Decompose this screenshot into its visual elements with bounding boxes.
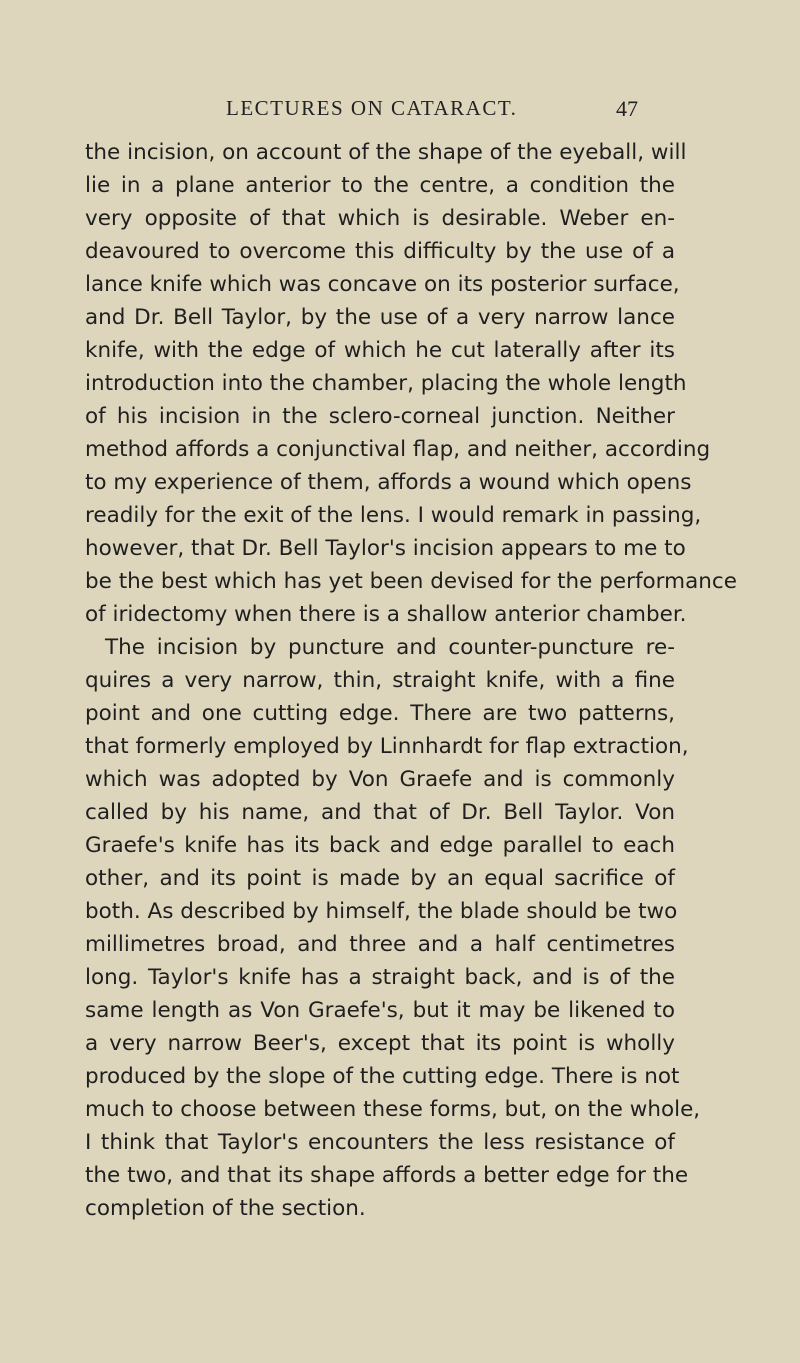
text-line: a very narrow Beer's, except that its point is wholly — [85, 1031, 675, 1056]
text-line: introduction into the chamber, placing the whole length — [85, 371, 687, 396]
text-line: and Dr. Bell Taylor, by the use of a very narrow lance — [85, 305, 675, 330]
text-line: of his incision in the sclero-corneal junction. Neither — [85, 404, 675, 429]
text-line: knife, with the edge of which he cut laterally after its — [85, 338, 675, 363]
text-line: however, that Dr. Bell Taylor's incision appears to me to — [85, 536, 686, 561]
text-line: completion of the section. — [85, 1196, 366, 1221]
text-line: the two, and that its shape affords a better edge for the — [85, 1163, 689, 1188]
text-line: I think that Taylor's encounters the less resistance of — [85, 1130, 675, 1155]
text-line: other, and its point is made by an equal sacrifice of — [85, 866, 675, 891]
text-line: to my experience of them, affords a wound which opens — [85, 470, 692, 495]
text-line: much to choose between these forms, but, on the whole, — [85, 1097, 701, 1122]
text-line: deavoured to overcome this difficulty by the use of a — [85, 239, 675, 264]
text-line: that formerly employed by Linnhardt for flap extraction, — [85, 734, 689, 759]
text-line: readily for the exit of the lens. I would remark in passing, — [85, 503, 702, 528]
text-line: be the best which has yet been devised for the performance — [85, 569, 737, 594]
text-line: long. Taylor's knife has a straight back, and is of the — [85, 965, 675, 990]
text-line: quires a very narrow, thin, straight knife, with a fine — [85, 668, 675, 693]
text-line: method affords a conjunctival flap, and neither, according — [85, 437, 711, 462]
text-line: same length as Von Graefe's, but it may be likened to — [85, 998, 675, 1023]
running-title: LECTURES ON CATARACT. — [226, 96, 518, 120]
text-line: of iridectomy when there is a shallow anterior chamber. — [85, 602, 687, 627]
text-line: lie in a plane anterior to the centre, a condition the — [85, 173, 675, 198]
text-line: very opposite of that which is desirable. Weber en- — [85, 206, 675, 231]
text-line: called by his name, and that of Dr. Bell Taylor. Von — [85, 800, 675, 825]
page-header — [0, 96, 800, 132]
text-line: Graefe's knife has its back and edge parallel to each — [85, 833, 675, 858]
text-line: produced by the slope of the cutting edge. There is not — [85, 1064, 680, 1089]
text-line: millimetres broad, and three and a half centimetres — [85, 932, 675, 957]
body-text — [85, 136, 737, 1225]
paragraph-start-line: The incision by puncture and counter-puncture re- — [105, 635, 675, 660]
text-line: lance knife which was concave on its posterior surface, — [85, 272, 680, 297]
text-line: which was adopted by Von Graefe and is commonly — [85, 767, 675, 792]
page-number: 47 — [616, 96, 638, 121]
text-line: point and one cutting edge. There are two patterns, — [85, 701, 675, 726]
text-line: the incision, on account of the shape of the eyeball, will — [85, 140, 687, 165]
text-line: both. As described by himself, the blade should be two — [85, 899, 678, 924]
